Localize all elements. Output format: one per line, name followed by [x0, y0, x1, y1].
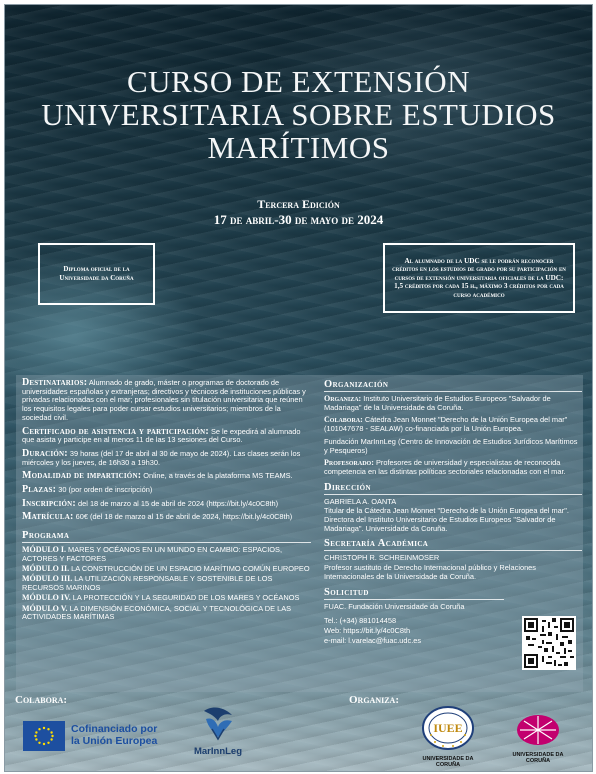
profesorado-text: Profesores de universidad y especialistas de reconocida competencia en las distintas políticas sectoriales relacionadas con el mar.: [324, 458, 566, 476]
module-3-label: MÓDULO III.: [22, 574, 73, 584]
destinatarios-section: [22, 379, 311, 423]
duracion-text: 39 horas (del 17 de abril al 30 de mayo de 2024). Las clases serán los miércoles y los jueves, de 16h30 a 19h30.: [22, 448, 301, 467]
programa-heading: Programa: [22, 530, 311, 543]
module-1: [22, 546, 311, 563]
module-5: [22, 605, 311, 622]
marinnleg-logo: [173, 703, 263, 772]
solicitud-heading: Solicitud: [324, 587, 504, 600]
organiza-section: [324, 395, 582, 412]
module-3-text: LA UTILIZACIÓN RESPONSABLE Y SOSTENIBLE DE LOS RECURSOS MARINOS: [22, 574, 273, 592]
inscripcion-section: [22, 497, 311, 509]
left-column: [22, 379, 311, 623]
modalidad-label: Modalidad de impartición:: [22, 470, 142, 482]
module-1-text: MARES Y OCÉANOS EN UN MUNDO EN CAMBIO: ESPACIOS, ACTORES Y FACTORES: [22, 545, 283, 563]
solicitud-email-prefix: e-mail:: [324, 635, 349, 645]
credits-box: [383, 243, 575, 313]
matricula-label: Matrícula:: [22, 511, 74, 523]
iuee-logo-text: IUEE: [433, 721, 463, 735]
course-dates: 17 de abril-30 de mayo de 2024: [213, 212, 384, 227]
iuee-label: UNIVERSIDADE DA CORUÑA: [422, 756, 474, 768]
diploma-box: [38, 243, 155, 305]
title-line-3: MARÍTIMOS: [207, 130, 390, 165]
profesorado-section: [324, 459, 582, 476]
module-2-text: LA CONSTRUCCIÓN DE UN ESPACIO MARÍTIMO COMÚN EUROPEO: [69, 563, 310, 573]
poster: [4, 4, 593, 772]
destinatarios-label: Destinatarios:: [22, 377, 88, 388]
organizacion-heading: Organización: [324, 379, 582, 392]
title-line-2: UNIVERSITARIA SOBRE ESTUDIOS: [41, 97, 556, 132]
marinnleg-emblem-icon: [198, 703, 238, 741]
matricula-text: 60€ (del 18 de marzo al 15 de abril de 2024, https://bit.ly/4c0C8th): [73, 512, 293, 522]
certificado-section: [22, 425, 311, 445]
inscripcion-label: Inscripción:: [22, 497, 76, 509]
marinnleg-name: MarInnLeg: [193, 746, 243, 757]
module-5-text: LA DIMENSIÓN ECONÓMICA, SOCIAL Y TECNOLÓGICA DE LAS ACTIVIDADES MARÍTIMAS: [22, 603, 292, 621]
plazas-section: [22, 486, 311, 495]
solicitud-web[interactable]: Web: https://bit.ly/4c0C8th: [324, 625, 411, 635]
solicitud-tel: Tel.: (+34) 881014458: [324, 616, 397, 626]
colabora-label: Colabora:: [324, 415, 363, 425]
organiza-logos-label: Organiza:: [349, 694, 400, 706]
module-2: [22, 565, 311, 573]
secretaria-heading: Secretaría Académica: [324, 538, 582, 551]
eu-stars-icon: [29, 724, 59, 748]
direccion-text: Titular de la Cátedra Jean Monnet "Derecho de la Unión Europea del mar". Directora del Instituto Universitario de Estudios Europeos "Salvador de Madariaga". Universidade da Coruña.: [324, 506, 569, 533]
secretaria-text: Profesor sustituto de Derecho Internacional público y Relaciones Internacionales de la Universidade da Coruña.: [324, 563, 536, 581]
eu-cofinanced-text: [71, 723, 157, 747]
module-2-label: MÓDULO II.: [22, 563, 70, 573]
direccion-heading: Dirección: [324, 482, 582, 495]
plazas-text: 30 (por orden de inscripción): [56, 485, 153, 495]
organiza-text: Instituto Universitario de Estudios Europeos "Salvador de Madariaga" de la Universidade da Coruña.: [324, 394, 551, 412]
eu-flag-icon: [23, 721, 65, 751]
profesorado-label: Profesorado:: [324, 458, 374, 468]
modalidad-text: Online, a través de la plataforma MS TEAMS.: [141, 471, 293, 481]
certificado-label: Certificado de asistencia y participación:: [22, 425, 209, 437]
iuee-emblem-icon: [421, 705, 475, 751]
secretaria-name: CHRISTOPH R. SCHREINMOSER: [324, 553, 440, 563]
fundacion-text: Fundación MarInnLeg (Centro de Innovación de Estudios Jurídicos Marítimos y Pesqueros): [324, 436, 578, 455]
plazas-label: Plazas:: [22, 484, 57, 496]
iuee-logo: [413, 705, 483, 768]
colabora-section: [324, 416, 582, 433]
eu-text-line-1: Cofinanciado por: [71, 723, 158, 735]
matricula-section: [22, 513, 311, 522]
duracion-section: [22, 447, 311, 467]
diploma-text: Diploma oficial de la Universidade da Coruña: [59, 265, 134, 282]
credits-text: Al alumnado de la UDC se le podrán reconocer créditos en los estudios de grado por su participación en cursos de extensión universitaria oficiales de la UDC: 1,5 créditos por cada 15 h., máximo 3 créditos por cada curso académico: [392, 256, 566, 299]
module-5-label: MÓDULO V.: [22, 603, 68, 613]
module-4-label: MÓDULO IV.: [22, 593, 71, 603]
colabora-logos-label: Colabora:: [15, 694, 68, 706]
udc-emblem-icon: [515, 713, 561, 747]
udc-logo: [503, 713, 573, 764]
duracion-label: Duración:: [22, 447, 68, 459]
destinatarios-text: Alumnado de grado, máster o programas de doctorado de universidades españolas y extranjeras; directivos y técnicos de instituciones públicas y privadas relacionadas con el mar; profesionales sin titulación universitaria que reúnen los requisitos legales para poder cursar estudios universitarios; miembros de la sociedad civil.: [22, 378, 306, 422]
module-4-text: LA PROTECCIÓN Y LA SEGURIDAD DE LOS MARES Y OCÉANOS: [70, 593, 300, 603]
course-title: [25, 65, 572, 164]
right-column: [324, 379, 582, 649]
module-1-label: MÓDULO I.: [22, 545, 66, 555]
modalidad-section: [22, 472, 311, 481]
direccion-name: GABRIELA A. OANTA: [324, 496, 397, 506]
edition-label: Tercera Edición: [257, 197, 340, 211]
inscripcion-text: del 18 de marzo al 15 de abril de 2024 (https://bit.ly/4c0C8th): [75, 498, 279, 508]
colabora-text: Cátedra Jean Monnet "Derecho de la Unión Europea del mar" (101047678 - SEALAW) co-financiada por la Unión Europea.: [324, 415, 568, 434]
udc-label: UNIVERSIDADE DA CORUÑA: [512, 752, 564, 764]
solicitud-email-link[interactable]: l.varelac@fuac.udc.es: [348, 635, 422, 645]
qr-code-graphic: [524, 618, 574, 668]
qr-code[interactable]: [522, 616, 576, 670]
solicitud-org: FUAC. Fundación Universidade da Coruña: [324, 601, 465, 611]
organiza-label: Organiza:: [324, 394, 362, 403]
eu-text-line-2: la Unión Europea: [71, 735, 158, 747]
certificado-text: Se le expedirá al alumnado que asista y participe en al menos 11 de las 13 sesiones del Curso.: [22, 426, 301, 445]
title-line-1: CURSO DE EXTENSIÓN: [126, 64, 471, 99]
module-4: [22, 594, 311, 602]
module-3: [22, 575, 311, 592]
